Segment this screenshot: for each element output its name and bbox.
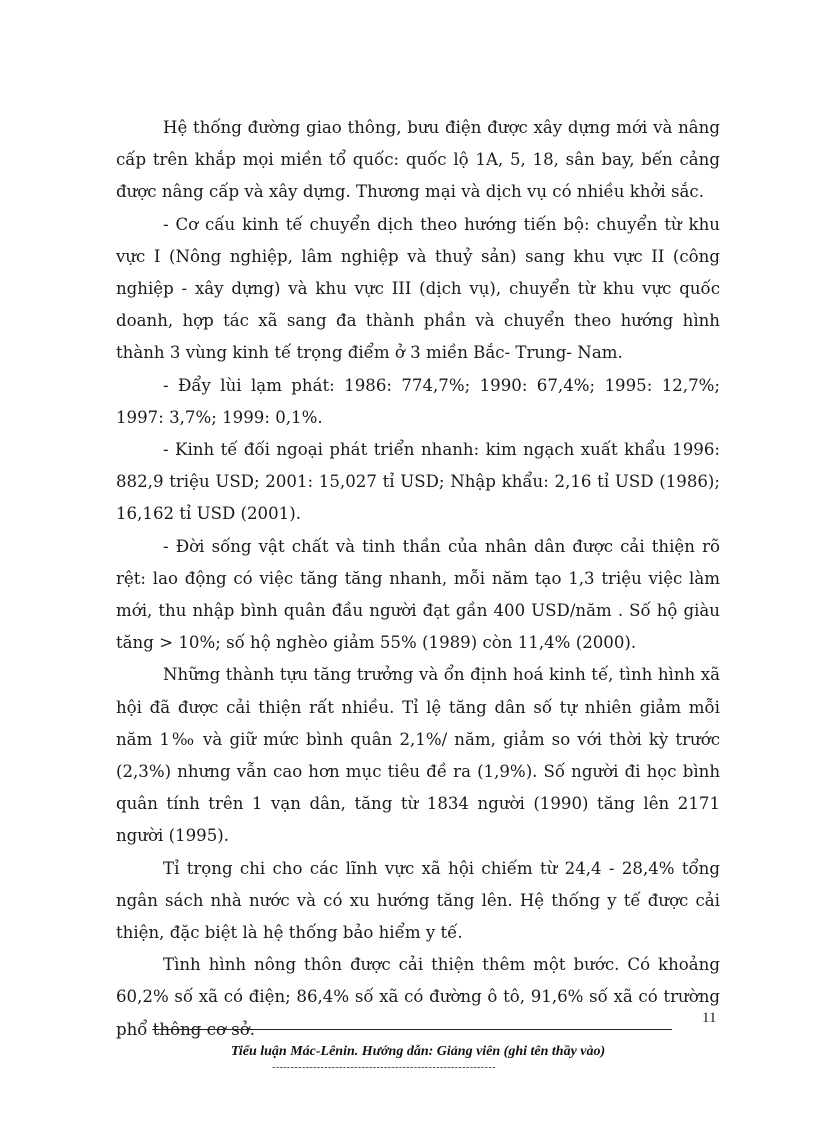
- paragraph-living-standards: - Đời sống vật chất và tinh thần của nhân dân được cải thiện rõ rệt: lao động có việc tăng tăng nhanh, mỗi năm tạo 1,3 triệu việc làm mới, thu nhập bình quân đầu người đạt gần 400 USD/năm . Số hộ giàu tăng > 10%; số hộ nghèo giảm 55% (1989) còn 11,4% (2000).: [116, 536, 720, 653]
- body-text: [116, 112, 720, 1046]
- footer-caption: Tiểu luận Mác-Lênin. Hướng dẫn: Giảng viên (ghi tên thầy vào): [230, 1044, 606, 1059]
- page-number: 11: [702, 1010, 717, 1026]
- paragraph-economic-structure: - Cơ cấu kinh tế chuyển dịch theo hướng tiến bộ: chuyển từ khu vực I (Nông nghiệp, lâm nghiệp và thuỷ sản) sang khu vực II (công nghiệp - xây dựng) và khu vực III (dịch vụ), chuyển từ khu vực quốc doanh, hợp tác xã sang đa thành phần và chuyển theo hướng hình thành 3 vùng kinh tế trọng điểm ở 3 miền Bắc- Trung- Nam.: [116, 214, 720, 363]
- paragraph-social-achievements: Những thành tựu tăng trưởng và ổn định hoá kinh tế, tình hình xã hội đã được cải thiện rất nhiều. Tỉ lệ tăng dân số tự nhiên giảm mỗi năm 1‰ và giữ mức bình quân 2,1%/ năm, giảm so với thời kỳ trước (2,3%) nhưng vẫn cao hơn mục tiêu đề ra (1,9%). Số người đi học bình quân tính trên 1 vạn dân, tăng từ 1834 người (1990) tăng lên 2171 người (1995).: [116, 665, 720, 846]
- paragraph-foreign-trade: - Kinh tế đối ngoại phát triển nhanh: kim ngạch xuất khẩu 1996: 882,9 triệu USD; 2001: 15,027 tỉ USD; Nhập khẩu: 2,16 tỉ USD (1986); 16,162 tỉ USD (2001).: [116, 440, 720, 524]
- footer-dashed-rule: ------------------------------------------------------------: [272, 1062, 496, 1073]
- paragraph-infrastructure: Hệ thống đường giao thông, bưu điện được xây dựng mới và nâng cấp trên khắp mọi miền tổ quốc: quốc lộ 1A, 5, 18, sân bay, bến cảng được nâng cấp và xây dựng. Thương mại và dịch vụ có nhiều khởi sắc.: [116, 118, 720, 202]
- footer-divider: [152, 1029, 672, 1030]
- paragraph-social-spending: Tỉ trọng chi cho các lĩnh vực xã hội chiếm từ 24,4 - 28,4% tổng ngân sách nhà nước và có xu hướng tăng lên. Hệ thống y tế được cải thiện, đặc biệt là hệ thống bảo hiểm y tế.: [116, 858, 720, 943]
- paragraph-rural-development: Tình hình nông thôn được cải thiện thêm một bước. Có khoảng 60,2% số xã có điện; 86,4% số xã có đường ô tô, 91,6% số xã có trường phổ thông cơ sở.: [116, 955, 720, 1039]
- paragraph-inflation: - Đẩy lùi lạm phát: 1986: 774,7%; 1990: 67,4%; 1995: 12,7%; 1997: 3,7%; 1999: 0,1%.: [116, 375, 720, 427]
